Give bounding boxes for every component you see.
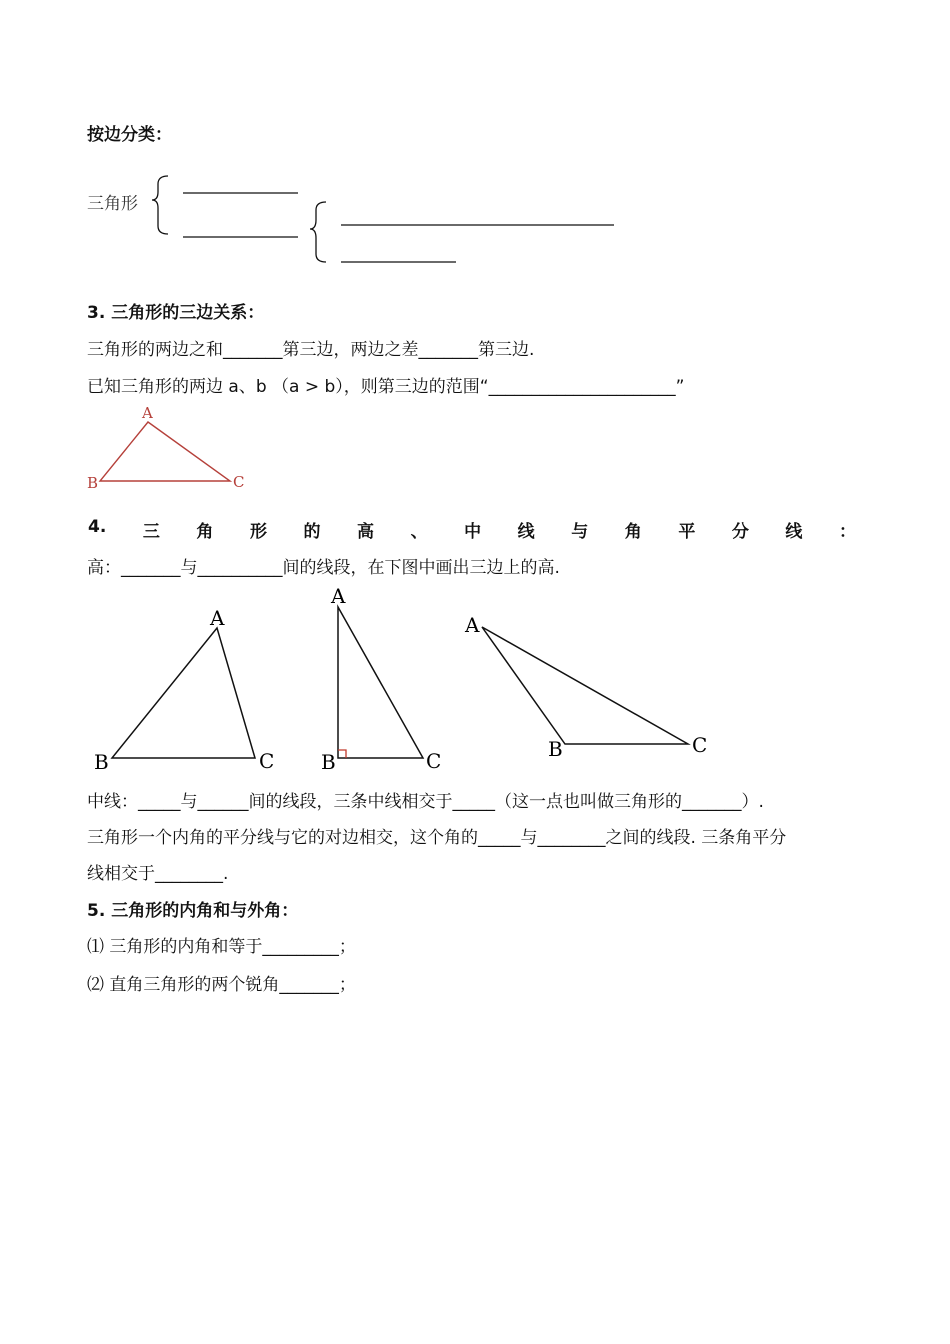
right-brace: [310, 202, 326, 262]
s4-char: 平: [678, 522, 696, 542]
tri3-label-a: A: [465, 613, 480, 637]
tri1-label-b: B: [94, 750, 109, 774]
s4-char: 线: [517, 522, 535, 542]
triangle-3: [482, 627, 688, 744]
classification-diagram: [140, 170, 640, 270]
s4-char: 、: [410, 522, 428, 542]
tri3-label-b: B: [548, 737, 563, 761]
s4-char: 的: [303, 522, 321, 542]
s4-char: 线: [785, 522, 803, 542]
tri2-label-c: C: [426, 749, 442, 773]
triangle-2: [338, 607, 423, 758]
tri2-label-a: A: [331, 584, 346, 608]
section5-item2: ⑵ 直角三角形的两个锐角_______；: [87, 975, 356, 995]
tri1-label-a: A: [210, 606, 225, 630]
tri1-label-c: C: [259, 749, 275, 773]
triangle-side-relation: [82, 400, 252, 495]
s4-char: 形: [249, 522, 267, 542]
s4-char: 4.: [88, 517, 107, 537]
s4-char: 中: [464, 522, 482, 542]
tri3-label-c: C: [692, 733, 708, 757]
median-definition: 中线：_____与______间的线段，三条中线相交于_____（这一点也叫做三角形的_______）.: [87, 792, 764, 812]
section4-heading: [88, 517, 856, 542]
s4-char: 与: [571, 522, 589, 542]
s4-char: 高: [357, 522, 375, 542]
tri-red-label-a: A: [142, 404, 153, 422]
tri2-label-b: B: [321, 750, 336, 774]
bisector-definition-1: 三角形一个内角的平分线与它的对边相交，这个角的_____与________之间的线段. 三条角平分: [87, 828, 787, 848]
classify-root-label: 三角形: [87, 194, 138, 214]
height-definition: 高：_______与__________间的线段，在下图中画出三边上的高.: [87, 558, 560, 578]
s4-char: ：: [838, 522, 856, 542]
s4-char: 分: [731, 522, 749, 542]
section3-line2: 已知三角形的两边 a、b （a > b），则第三边的范围“______________________”: [87, 377, 685, 397]
s4-char: 三: [142, 522, 160, 542]
tri-red-label-c: C: [233, 473, 245, 491]
right-angle-mark: [338, 750, 346, 758]
tri-red-label-b: B: [87, 474, 99, 492]
section5-item1: ⑴ 三角形的内角和等于_________；: [87, 937, 356, 957]
section3-heading: 3. 三角形的三边关系：: [87, 303, 265, 323]
triangle-1: [112, 628, 255, 758]
bisector-definition-2: 线相交于________.: [87, 864, 229, 884]
s4-char: 角: [196, 522, 214, 542]
s4-char: 角: [624, 522, 642, 542]
section3-line1: 三角形的两边之和_______第三边，两边之差_______第三边.: [87, 340, 535, 360]
left-brace: [152, 176, 168, 234]
triangle-figures: [80, 580, 760, 780]
section5-heading: 5. 三角形的内角和与外角：: [87, 901, 299, 921]
classify-heading: 按边分类：: [87, 125, 172, 145]
